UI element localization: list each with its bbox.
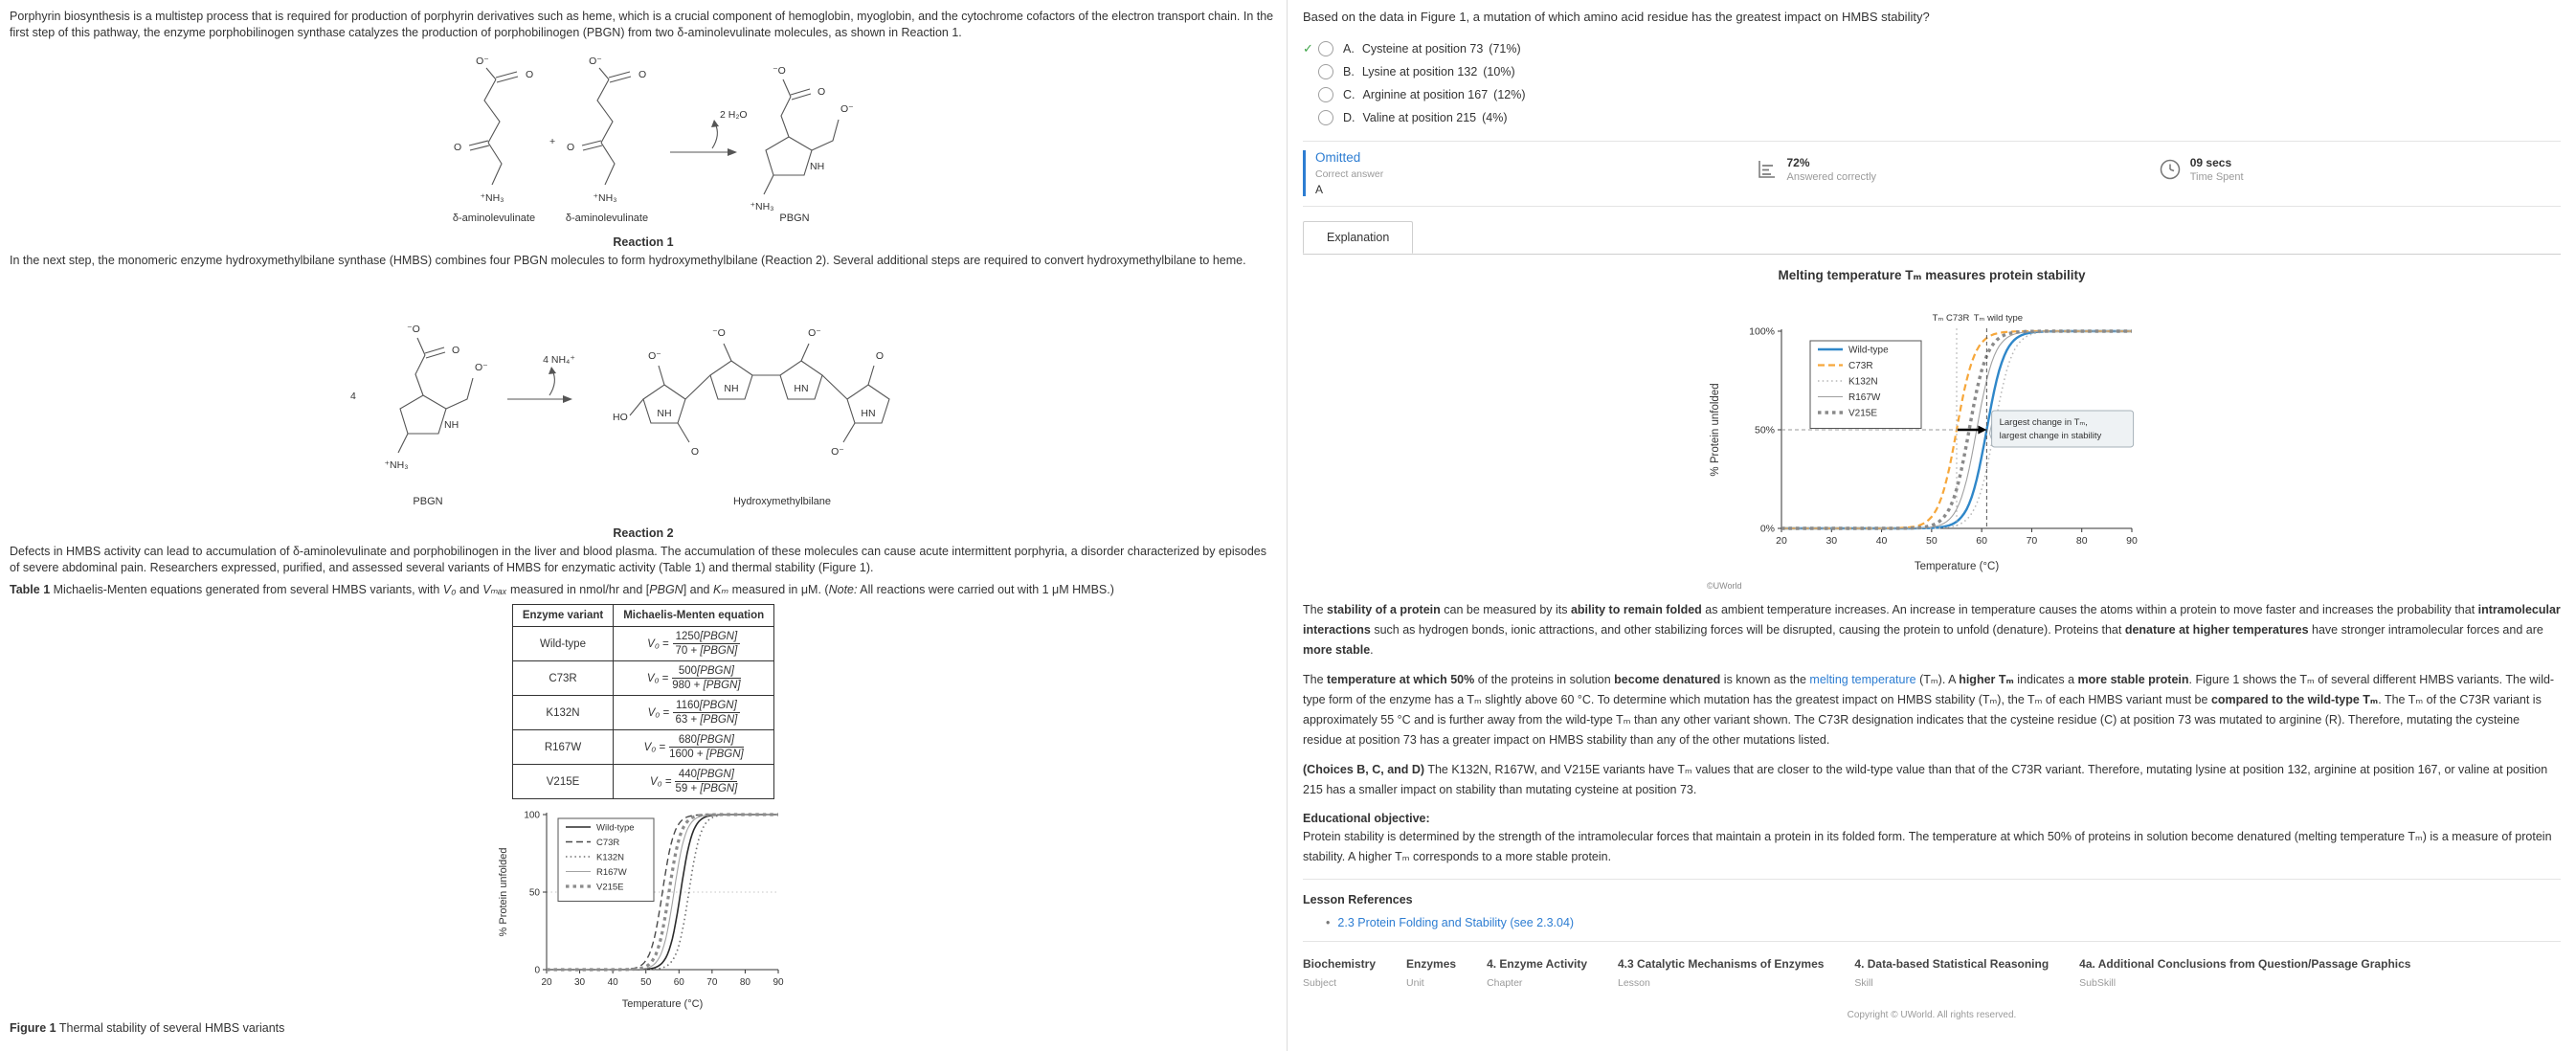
divider — [1303, 879, 2561, 880]
meta-subskill: 4a. Additional Conclusions from Question/Passage Graphics SubSkill — [2079, 957, 2411, 989]
text-segment: more stable — [1303, 643, 1371, 657]
choice-text: Lysine at position 132 — [1361, 65, 1478, 78]
text-segment: stability of a protein — [1327, 603, 1441, 616]
reaction-1-diagram — [433, 47, 854, 231]
meta-lesson: 4.3 Catalytic Mechanisms of Enzymes Lesson — [1618, 957, 1825, 989]
figure1-svg — [495, 805, 792, 1014]
choice-text: Arginine at position 167 — [1362, 88, 1489, 101]
x-tick-label: 20 — [541, 977, 552, 988]
choice-letter: C. — [1343, 88, 1355, 101]
ammonium-label: 4 NH₄⁺ — [543, 354, 575, 366]
water-label: 2 H₂O — [720, 109, 748, 121]
legend-label-K132N: K132N — [596, 852, 625, 863]
x-tick-label: 50 — [1926, 535, 1938, 547]
text-segment: temperature at which 50% — [1327, 673, 1475, 686]
text-segment: measured in nmol/hr and [ — [506, 583, 650, 596]
x-tick-label: 70 — [706, 977, 718, 988]
lesson-reference-item — [1303, 916, 2561, 929]
text-segment: as ambient temperature increases. An increase in temperature causes the atoms within a protein to move faster and increases the probability that — [1701, 603, 2478, 616]
legend-label-K132N: K132N — [1848, 376, 1878, 388]
answer-choice-a[interactable] — [1303, 37, 2561, 60]
water-release-arrow — [711, 120, 719, 127]
callout-box — [1992, 411, 2134, 447]
choice-percent: (12%) — [1493, 88, 1526, 101]
status-omitted: Omitted — [1315, 150, 1361, 165]
text-segment: can be measured by its — [1440, 603, 1571, 616]
variant-name: V215E — [512, 765, 613, 799]
explanation-chart-block — [1707, 268, 2157, 591]
text-segment: Thermal stability of several HMBS variants — [56, 1021, 285, 1035]
reaction-arrow — [563, 395, 572, 403]
choice-letter: B. — [1343, 65, 1355, 78]
table-row — [512, 765, 773, 799]
lesson-reference-link[interactable]: 2.3 Protein Folding and Stability (see 2.3.04) — [1337, 916, 1575, 929]
meta-chapter: 4. Enzyme Activity Chapter — [1487, 957, 1587, 989]
inline-link[interactable]: melting temperature — [1809, 673, 1916, 686]
divider — [1303, 941, 2561, 942]
legend-label-R167W: R167W — [1848, 392, 1881, 403]
text-segment: indicates a — [2013, 673, 2078, 686]
y-tick-label: 0 — [534, 965, 540, 976]
educational-objective-heading: Educational objective: — [1303, 812, 1430, 825]
text-segment: Note: — [828, 583, 858, 596]
text-segment: is known as the — [1720, 673, 1810, 686]
y-tick-label: 0% — [1759, 523, 1775, 535]
legend — [1810, 341, 1921, 429]
michaelis-menten-table — [512, 604, 774, 799]
variant-name: R167W — [512, 730, 613, 765]
column-header-variant: Enzyme variant — [512, 605, 613, 627]
equation-cell: V₀ = $\frac{\text{1160[PBGN]}}{\text{63 + [PBGN]}}$ — [614, 696, 774, 730]
reactant-1-label: δ-aminolevulinate — [452, 212, 536, 224]
product-label: Hydroxymethylbilane — [732, 496, 832, 507]
x-tick-label: 60 — [1976, 535, 1987, 547]
variant-name: K132N — [512, 696, 613, 730]
x-tick-label: 60 — [673, 977, 684, 988]
legend-label-C73R: C73R — [1848, 361, 1873, 371]
choice-letter: D. — [1343, 111, 1355, 124]
text-segment: ability to remain folded — [1570, 603, 1702, 616]
meta-unit: Enzymes Unit — [1406, 957, 1457, 989]
x-tick-label: 30 — [574, 977, 586, 988]
text-segment: intramolecular interactions — [1303, 603, 2561, 637]
explanation-chart — [1707, 287, 2157, 579]
x-tick-label: 80 — [2075, 535, 2088, 547]
text-segment: (Tₘ). A — [1915, 673, 1960, 686]
answer-choice-c[interactable] — [1303, 83, 2561, 106]
passage-paragraph-3: Defects in HMBS activity can lead to accumulation of δ-aminolevulinate and porphobilinogen in the liver and blood plasma. The accumulation of these molecules can cause acute intermittent porphyria, a disorder characterized by episodes of severe abdominal pain. Researchers expressed, purified, and assessed several variants of HMBS for enzymatic activity (Table 1) and thermal stability (Figure 1). — [10, 545, 1267, 574]
y-tick-label: 100 — [524, 810, 540, 821]
text-segment: ] and — [683, 583, 713, 596]
column-header-equation: Michaelis-Menten equation — [614, 605, 774, 627]
reactant-label: PBGN — [413, 496, 443, 507]
text-segment: denature at higher temperatures — [2124, 623, 2309, 637]
ammonium-release-arrow — [549, 367, 556, 374]
legend — [558, 818, 654, 902]
answer-choice-d[interactable] — [1303, 106, 2561, 129]
reactant-2-label: δ-aminolevulinate — [565, 212, 649, 224]
legend-label-R167W: R167W — [596, 867, 627, 878]
text-segment: The K132N, R167W, and V215E variants have Tₘ values that are closer to the wild-type value than that of the C73R variant. Therefore, mutating lysine at position 132, arginine at position 167, or valine at position 215 has a smaller impact on stability than mutating cysteine at position 73. — [1303, 763, 2548, 796]
plus-sign: + — [549, 136, 556, 147]
correct-check-icon: ✓ — [1303, 41, 1313, 56]
coefficient-4: 4 — [350, 391, 356, 402]
figure-1-caption — [10, 1020, 1277, 1037]
x-tick-label: 90 — [2126, 535, 2138, 547]
page-copyright: Copyright © UWorld. All rights reserved. — [1847, 1010, 2017, 1020]
legend-label-Wild-type: Wild-type — [596, 822, 635, 834]
y-tick-label: 50 — [528, 887, 540, 899]
table-row — [512, 696, 773, 730]
answered-percent: 72% — [1786, 156, 1810, 169]
x-axis-title: Temperature (°C) — [1914, 561, 2000, 572]
text-segment: . The Tₘ of the C73R variant is approximately 55 °C and is further away from the wild-type Tₘ than any other variant shown. The C73R designation indicates that the cysteine residue (C) at position 73 was mutated to arginine (R). Therefore, mutating the cysteine residue at position 73 has a greater impact on HMBS stability than any of the other mutations listed. — [1303, 693, 2542, 747]
answer-choice-b[interactable] — [1303, 60, 2561, 83]
question-panel — [1288, 0, 2576, 1051]
correct-answer-value: A — [1315, 183, 1324, 196]
time-spent-label: Time Spent — [2189, 171, 2244, 183]
choice-text: Cysteine at position 73 — [1361, 42, 1484, 56]
text-segment: (Choices B, C, and D) — [1303, 763, 1425, 776]
x-tick-label: 20 — [1776, 535, 1787, 547]
answer-choices — [1303, 37, 2561, 129]
text-segment: such as hydrogen bonds, ionic attractions, and other stabilizing forces will be disrupted, causing the protein to unfold (denature). Proteins that — [1370, 623, 2125, 637]
text-segment: . — [1370, 643, 1374, 657]
text-segment: All reactions were carried out with 1 μM HMBS.) — [857, 583, 1114, 596]
equation-cell: V₀ = $\frac{\text{680[PBGN]}}{\text{1600 + [PBGN]}}$ — [614, 730, 774, 765]
table-row — [512, 661, 773, 696]
correct-answer-label: Correct answer — [1315, 168, 1384, 180]
reaction-2-diagram — [337, 275, 950, 522]
text-segment: Kₘ — [712, 583, 729, 596]
answered-correctly-stat — [1754, 156, 2157, 183]
time-spent-value: 09 secs — [2189, 156, 2232, 169]
radio-button[interactable] — [1318, 41, 1333, 56]
lesson-references-heading: Lesson References — [1303, 893, 1413, 906]
text-segment: PBGN — [649, 583, 683, 596]
x-tick-label: 80 — [739, 977, 750, 988]
product-label: PBGN — [779, 212, 810, 224]
explanation-chart-svg — [1707, 287, 2157, 576]
text-segment: Vₘₐₓ — [482, 583, 507, 596]
explanation-paragraph-2 — [1303, 670, 2561, 750]
y-tick-label: 100% — [1749, 325, 1775, 338]
text-segment: . Figure 1 shows the Tₘ of several different HMBS variants. The wild-type form of the enzyme has a Tₘ slightly above 60 °C. To determine which mutation has the greatest impact on HMBS stability (Tₘ), the Tₘ of each HMBS variant must be — [1303, 673, 2555, 706]
reaction-2-caption: Reaction 2 — [613, 526, 674, 540]
text-segment: become denatured — [1614, 673, 1721, 686]
text-segment: compared to the wild-type Tₘ — [2210, 693, 2379, 706]
meta-subject: Biochemistry Subject — [1303, 957, 1377, 989]
educational-objective-body: Protein stability is determined by the strength of the intramolecular forces that maintain a protein in its folded form. The temperature at which 50% of proteins in solution become denatured (melting temperature Tₘ) is a measure of protein stability. A higher Tₘ corresponds to a more stable protein. — [1303, 830, 2552, 863]
radio-button[interactable] — [1318, 87, 1333, 102]
bar-chart-icon — [1754, 157, 1779, 182]
x-tick-label: 70 — [2026, 535, 2038, 547]
legend-label-V215E: V215E — [1848, 408, 1878, 419]
time-spent-stat — [2158, 156, 2561, 183]
y-axis-title: % Protein unfolded — [498, 847, 509, 937]
reaction-arrow — [728, 148, 737, 156]
text-segment: Table 1 — [10, 583, 51, 596]
x-tick-label: 40 — [1875, 535, 1888, 547]
choice-percent: (71%) — [1489, 42, 1521, 56]
text-segment: V₀ — [442, 583, 457, 596]
explanation-paragraph-3 — [1303, 760, 2561, 800]
explanation-paragraph-1 — [1303, 600, 2561, 660]
y-axis-title: % Protein unfolded — [1710, 383, 1721, 477]
table-1-caption — [10, 582, 1277, 598]
variant-name: Wild-type — [512, 627, 613, 661]
text-segment: of the proteins in solution — [1474, 673, 1615, 686]
reaction-1-caption: Reaction 1 — [613, 235, 674, 249]
radio-button[interactable] — [1318, 64, 1333, 79]
table-row — [512, 627, 773, 661]
x-tick-label: 40 — [607, 977, 618, 988]
choice-letter: A. — [1343, 42, 1355, 56]
x-tick-label: 30 — [1826, 535, 1838, 547]
choice-text: Valine at position 215 — [1362, 111, 1477, 124]
text-segment: more stable protein — [2077, 673, 2189, 686]
variant-name: C73R — [512, 661, 613, 696]
meta-skill: 4. Data-based Statistical Reasoning Skill — [1854, 957, 2050, 989]
x-tick-label: 50 — [640, 977, 652, 988]
equation-cell: V₀ = $\frac{\text{500[PBGN]}}{\text{980 + [PBGN]}}$ — [614, 661, 774, 696]
result-summary-bar — [1303, 141, 2561, 207]
choice-percent: (10%) — [1483, 65, 1515, 78]
reaction-1-figure — [10, 47, 1277, 249]
text-segment: Michaelis-Menten equations generated from several HMBS variants, with — [50, 583, 443, 596]
text-segment: The — [1303, 603, 1328, 616]
text-segment: The — [1303, 673, 1328, 686]
legend-label-V215E: V215E — [596, 882, 624, 893]
passage-paragraph-1: Porphyrin biosynthesis is a multistep process that is required for production of porphyrin derivatives such as heme, which is a crucial component of hemoglobin, myoglobin, and the cytochrome cofactors of the electron transport chain. In the first step of this pathway, the enzyme porphobilinogen synthase catalyzes the production of porphobilinogen (PBGN) from two δ-aminolevulinate molecules, as shown in Reaction 1. — [10, 10, 1274, 39]
callout-text: Largest change in Tₘ, — [1999, 417, 2088, 428]
x-axis-title: Temperature (°C) — [621, 998, 704, 1010]
clock-icon — [2158, 157, 2183, 182]
x-tick-label: 90 — [773, 977, 784, 988]
radio-button[interactable] — [1318, 110, 1333, 125]
callout-text: largest change in stability — [1999, 431, 2102, 441]
table-row — [512, 730, 773, 765]
result-status-block — [1303, 150, 1754, 196]
text-segment: Figure 1 — [10, 1021, 56, 1035]
explanation-tab-bar — [1303, 220, 2561, 255]
text-segment: higher Tₘ — [1959, 673, 2014, 686]
tm-reference-label: Tₘ wild type — [1973, 313, 2024, 324]
reaction-2-figure — [10, 275, 1277, 540]
y-tick-label: 50% — [1754, 424, 1775, 436]
uworld-copyright-mark: ©UWorld — [1707, 581, 1742, 591]
bullet: • — [1326, 916, 1331, 929]
question-metadata-row — [1303, 957, 2561, 989]
choice-percent: (4%) — [1482, 111, 1508, 124]
figure-1-chart — [10, 805, 1277, 1017]
answered-label: Answered correctly — [1786, 171, 1877, 183]
chart-title: Melting temperature Tₘ measures protein stability — [1778, 268, 2086, 282]
question-stem: Based on the data in Figure 1, a mutation of which amino acid residue has the greatest impact on HMBS stability? — [1303, 10, 1930, 24]
text-segment: have stronger intramolecular forces and are — [2308, 623, 2543, 637]
text-segment: measured in μM. ( — [728, 583, 829, 596]
legend-label-C73R: C73R — [596, 838, 620, 848]
tm-reference-label: Tₘ C73R — [1932, 313, 1970, 324]
equation-cell: V₀ = $\frac{\text{440[PBGN]}}{\text{59 + [PBGN]}}$ — [614, 765, 774, 799]
text-segment: and — [456, 583, 483, 596]
passage-paragraph-2: In the next step, the monomeric enzyme hydroxymethylbilane synthase (HMBS) combines four PBGN molecules to form hydroxymethylbilane (Reaction 2). Several additional steps are required to convert hydroxymethylbilane to heme. — [10, 254, 1246, 267]
equation-cell: V₀ = $\frac{\text{1250[PBGN]}}{\text{70 + [PBGN]}}$ — [614, 627, 774, 661]
legend-label-Wild-type: Wild-type — [1848, 345, 1889, 356]
tab-explanation[interactable]: Explanation — [1303, 221, 1413, 254]
